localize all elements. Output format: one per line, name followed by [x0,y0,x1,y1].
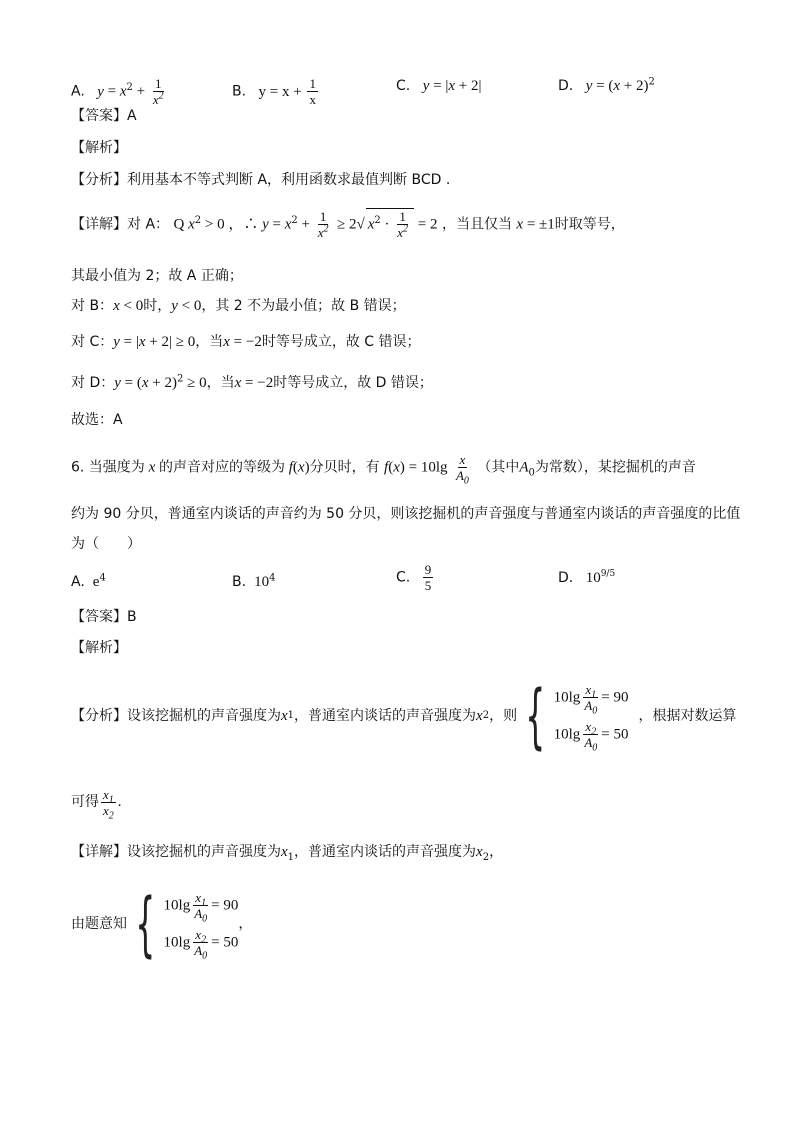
q6-fenxi-line: 【分析】设该挖掘机的声音强度为 x 1 ，普通室内谈话的声音强度为 x 2 ，则 { 10lg $\frac{x_1}{A_0}$ = 90 10lg $\frac{x_2}{A_0}$ = 50 ，根据对数运算 [71,675,737,757]
brace: { [525,675,546,757]
q6-option-b: B. $10^4$ [232,572,276,590]
q5-option-d: D. $y = (x + 2)^2$ [558,76,655,94]
option-label: C. [396,78,411,94]
q5-choose: 故选：A [71,412,123,428]
q6-stem-line-2: 约为 90 分贝，普通室内谈话的声音约为 50 分贝，则该挖掘机的声音强度与普通室内谈话的声音强度的比值 [71,506,741,522]
option-label: D. [558,570,574,586]
q6-option-d: D. $10^{9/5}$ [558,569,616,586]
q5-option-b: B. y = x + $\frac{1}{x}$ [232,76,316,107]
q5-detail-line: 【详解】对 A： Q $x^2 > 0$ ，∴ $y = x^2$ + $\frac{1}{x^2}$ ≥ 2√ $x^2$ · $\frac{1}{x^2}$ = 2 ，当且仅当 x = ±1时取等号， [71,209,625,240]
fraction: $\frac{1}{x}$ [309,76,316,107]
q6-options-row [0,562,794,602]
q5-options-row [0,70,794,106]
option-label: D. [558,78,574,94]
fraction: $\frac{1}{x^2}$ [317,209,329,240]
q6-stem-line-1: 6. 当强度为 x 的声音对应的等级为 f(x)分贝时，有 f(x) = 10lg $\frac{x}{A_0}$ （其中$A_0$为常数），某挖掘机的声音 [71,452,696,487]
q6-option-a: A. $e^4$ [71,572,106,590]
option-label: B. [232,574,247,590]
fraction: $\frac{1}{x^2}$ [152,76,164,107]
q5-c-line: 对 C：y = |x + 2| ≥ 0，当x = −2时等号成立，故 C 错误； [71,334,421,350]
fraction: $\frac{x}{A_0}$ [455,452,469,487]
q6-fenxi-result: 可得 $\frac{x_1}{x_2}$ . [71,786,122,822]
option-label: A. [71,574,85,590]
q5-option-c: C. y = |x + 2| [396,78,482,94]
brace: { [135,883,156,965]
q6-option-c [396,562,435,593]
q6-detail-system: 由题意知 { 10lg $\frac{x_1}{A_0}$ = 90 10lg $\frac{x_2}{A_0}$ = 50 ， [71,883,253,965]
q5-answer: 【答案】A [71,108,137,124]
q5-min-line: 其最小值为 2；故 A 正确； [71,268,243,284]
option-label: C. [396,569,411,586]
equation-system: 10lg $\frac{x_1}{A_0}$ = 90 10lg $\frac{x_2}{A_0}$ = 50 [553,682,629,754]
q5-option-a: A. $y = x^2$ + $\frac{1}{x^2}$ [71,76,164,107]
option-label: A. [71,83,85,100]
q5-b-line: 对 B：x < 0时，y < 0，其 2 不为最小值；故 B 错误； [71,298,406,314]
equation-system: 10lg $\frac{x_1}{A_0}$ = 90 10lg $\frac{x_2}{A_0}$ = 50 [163,890,239,962]
q5-analysis-heading: 【解析】 [71,140,127,156]
fraction: $\frac{x_1}{x_2}$ [103,786,114,822]
option-label: B. [232,83,247,100]
q5-fenxi: 【分析】利用基本不等式判断 A，利用函数求最值判断 BCD . [71,172,451,188]
q6-answer: 【答案】B [71,609,137,625]
q5-d-line: 对 D：$y = (x + 2)^2 \ge 0$，当x = −2时等号成立，故 D 错误； [71,373,433,391]
q6-analysis-heading: 【解析】 [71,640,127,656]
q6-detail-line: 【详解】设该挖掘机的声音强度为$x_1$，普通室内谈话的声音强度为$x_2$， [71,844,504,863]
q6-stem-line-3: 为（ ） [71,536,141,552]
fraction: $\frac{9}{5}$ [424,562,432,593]
